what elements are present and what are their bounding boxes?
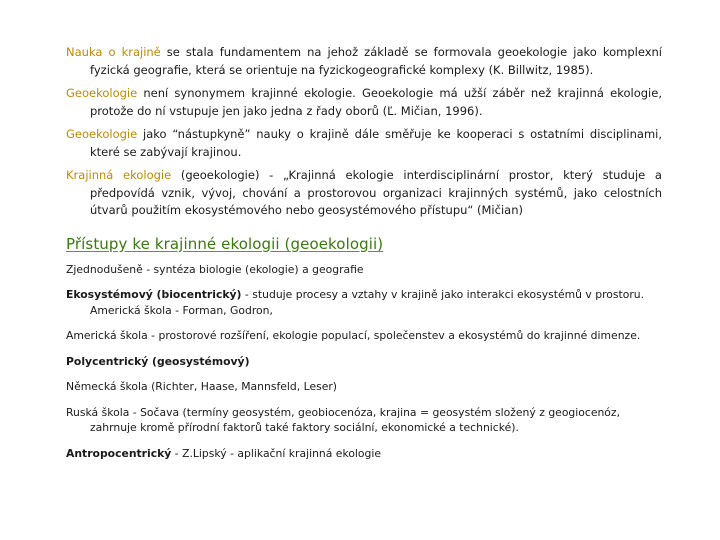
term-highlight: Geoekologie (66, 86, 138, 100)
russian-school-line: Ruská škola - Sočava (termíny geosystém, geobiocenóza, krajina = geosystém složený z geogiocenóz, zahrnuje kromě přírodní faktorů také faktory sociální, ekonomické a technické). (66, 405, 621, 434)
definition-text: (geoekologie) - „Krajinná ekologie interdisciplinární prostor, který studuje a předpovídá vznik, vývoj, chování a prostorovou organizaci krajinných systémů, jako celostních útvarů použitím ekosystémového nebo geosystémového přístupu“ (Mičian) (90, 168, 662, 217)
definition-geoekologie (66, 85, 662, 120)
term-highlight: Krajinná ekologie (66, 168, 172, 182)
approach-anthropocentric (66, 446, 662, 462)
summary-line: Zjednodušeně - syntéza biologie (ekologie) a geografie (66, 262, 364, 276)
definition-krajinna-ekologie (66, 167, 662, 220)
approach-text: - Z.Lipský - aplikační krajinná ekologie (171, 446, 382, 460)
approach-text: - studuje procesy a vztahy v krajině jako interakci ekosystémů v prostoru. Americká škola - Forman, Godron, (90, 288, 645, 317)
german-school-line: Německá škola (Richter, Haase, Mannsfeld, Leser) (66, 380, 338, 393)
term-highlight: Nauka o krajině (66, 45, 161, 59)
approach-term: Antropocentrický (66, 446, 172, 460)
definition-geoekologie-nastupkyne (66, 126, 662, 161)
definition-nauka-o-krajine (66, 44, 662, 79)
section-heading: Přístupy ke krajinné ekologii (geoekologii) (66, 234, 384, 253)
term-highlight: Geoekologie (66, 127, 138, 141)
approach-polycentric: Polycentrický (geosystémový) (66, 354, 250, 368)
definition-text: se stala fundamentem na jehož základě se formovala geoekologie jako komplexní fyzická geografie, která se orientuje na fyzickogeografické komplexy (K. Billwitz, 1985). (90, 45, 662, 77)
approach-term: Ekosystémový (biocentrický) (66, 288, 242, 301)
approach-ecosystem (66, 287, 662, 318)
slide-content (66, 44, 662, 471)
american-school-line: Americká škola - prostorové rozšíření, ekologie populací, společenstev a ekosystémů do krajinné dimenze. (66, 329, 641, 342)
definition-text: jako “nástupkyně” nauky o krajině dále směřuje ke kooperaci s ostatními disciplinami, které se zabývají krajinou. (90, 127, 662, 159)
definition-text: není synonymem krajinné ekologie. Geoekologie má užší záběr než krajinná ekologie, protože do ní vstupuje jen jako jedna z řady oborů (Ľ. Mičian, 1996). (90, 86, 662, 118)
